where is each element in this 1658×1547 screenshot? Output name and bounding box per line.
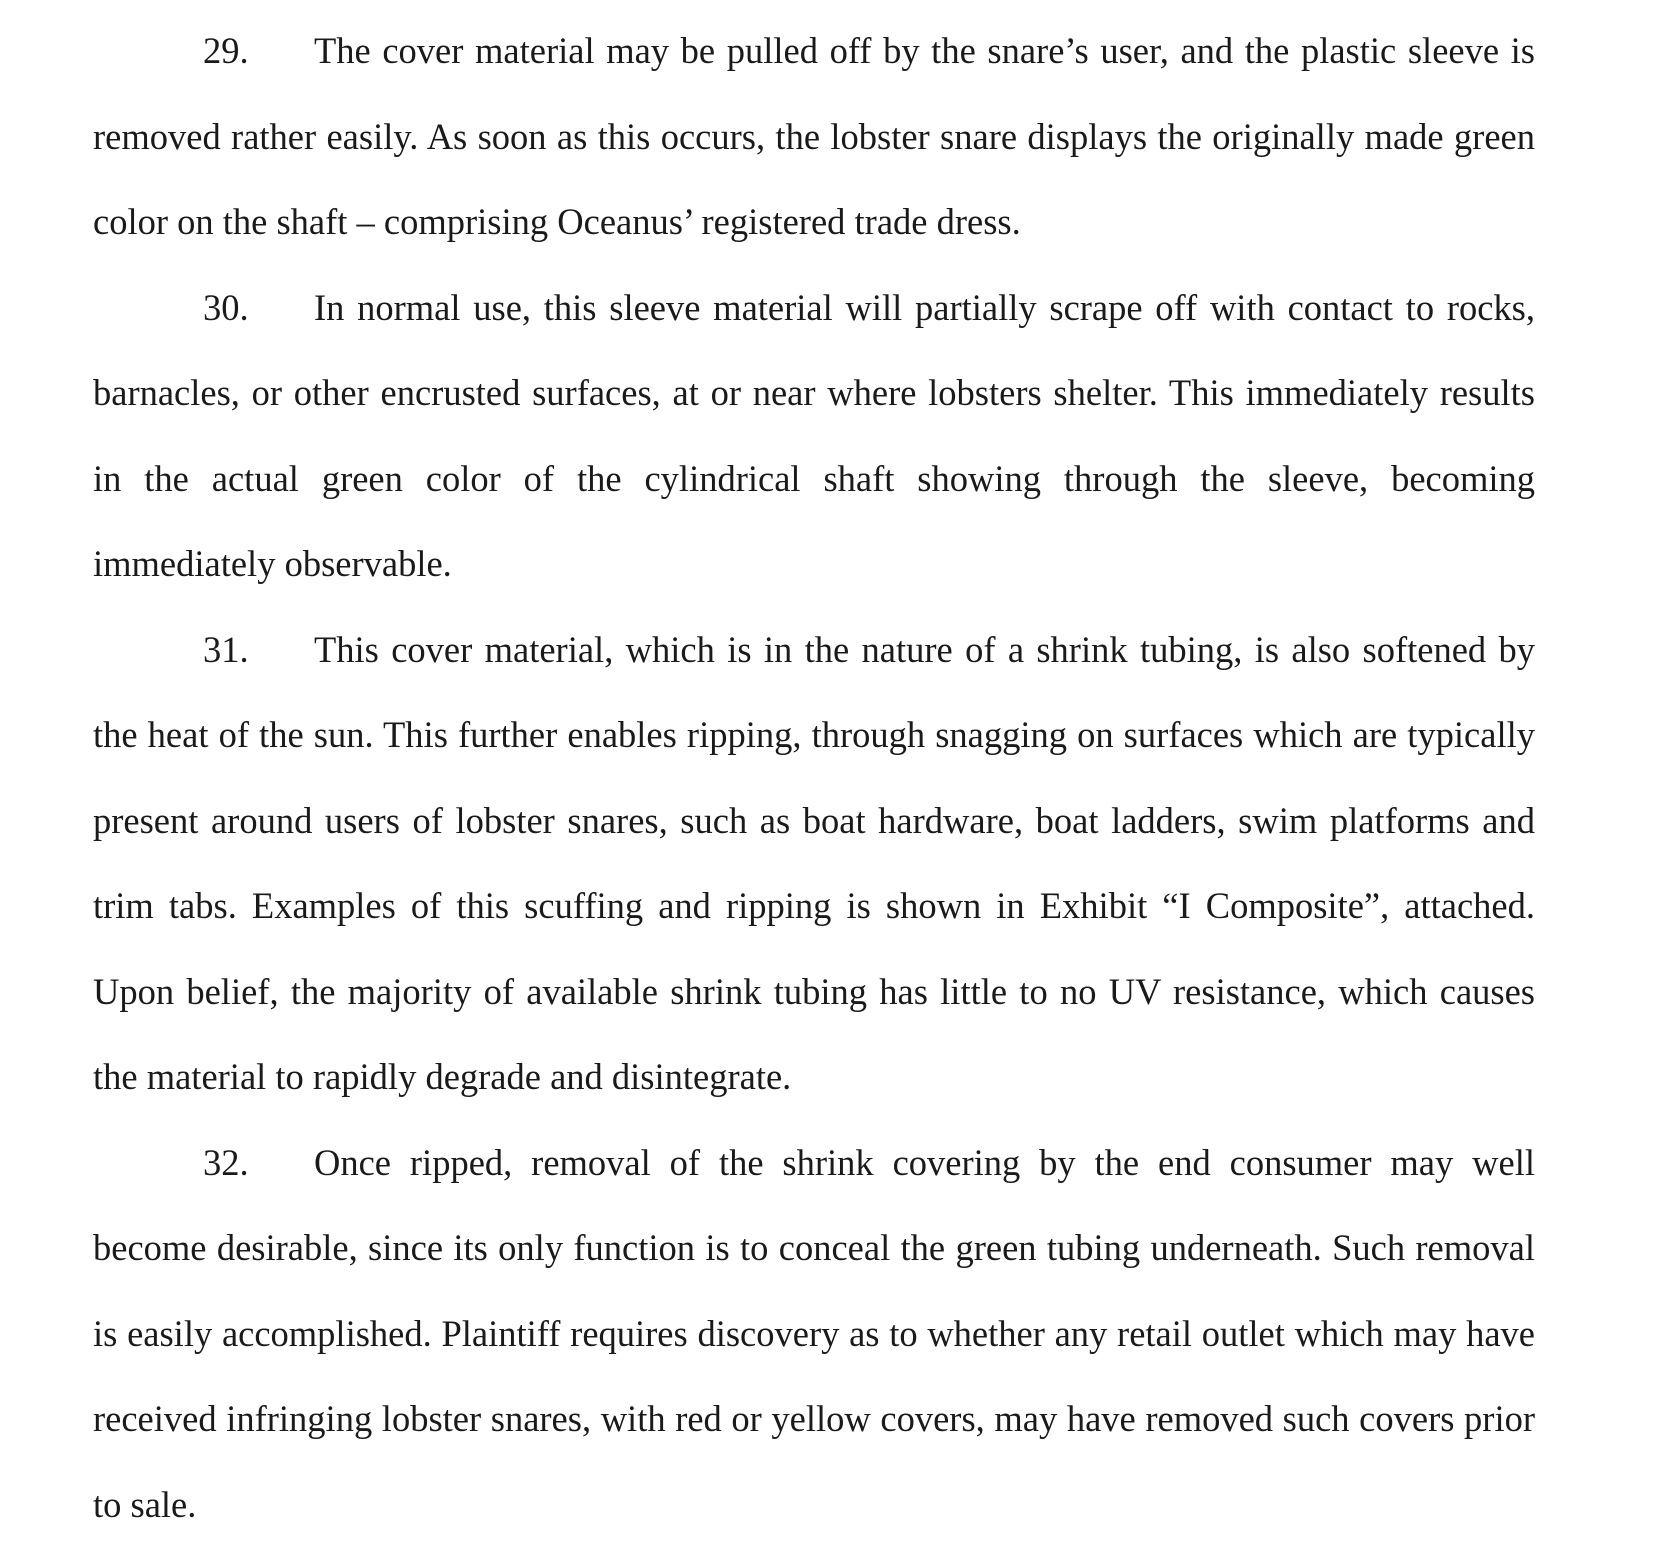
- document-page: [93, 0, 1535, 1547]
- paragraph-text: This cover material, which is in the nature of a shrink tubing, is also softened by the heat of the sun. This further enables ripping, through snagging on surfaces which are typically present around users of lobster snares, such as boat hardware, boat ladders, swim platforms and trim tabs. Examples of this scuffing and ripping is shown in Exhibit “I Composite”, attached. Upon belief, the majority of available shrink tubing has little to no UV resistance, which causes the material to rapidly degrade and disintegrate.: [93, 629, 1535, 1098]
- paragraph-32: [93, 1120, 1535, 1547]
- paragraph-text: Once ripped, removal of the shrink covering by the end consumer may well become desirable, since its only function is to conceal the green tubing underneath. Such removal is easily accomplished. Plaintiff requires discovery as to whether any retail outlet which may have received infringing lobster snares, with red or yellow covers, may have removed such covers prior to sale.: [93, 1142, 1535, 1525]
- paragraph-number: 30.: [203, 265, 314, 351]
- paragraph-31: [93, 607, 1535, 1120]
- paragraph-number: 32.: [203, 1120, 314, 1206]
- paragraph-number: 29.: [203, 8, 314, 94]
- paragraph-text: In normal use, this sleeve material will partially scrape off with contact to rocks, barnacles, or other encrusted surfaces, at or near where lobsters shelter. This immediately results in the actual green color of the cylindrical shaft showing through the sleeve, becoming immediately observable.: [93, 287, 1535, 585]
- paragraph-29: [93, 8, 1535, 265]
- paragraph-number: 31.: [203, 607, 314, 693]
- paragraph-30: [93, 265, 1535, 607]
- paragraph-text: The cover material may be pulled off by the snare’s user, and the plastic sleeve is removed rather easily. As soon as this occurs, the lobster snare displays the originally made green color on the shaft – comprising Oceanus’ registered trade dress.: [93, 30, 1535, 242]
